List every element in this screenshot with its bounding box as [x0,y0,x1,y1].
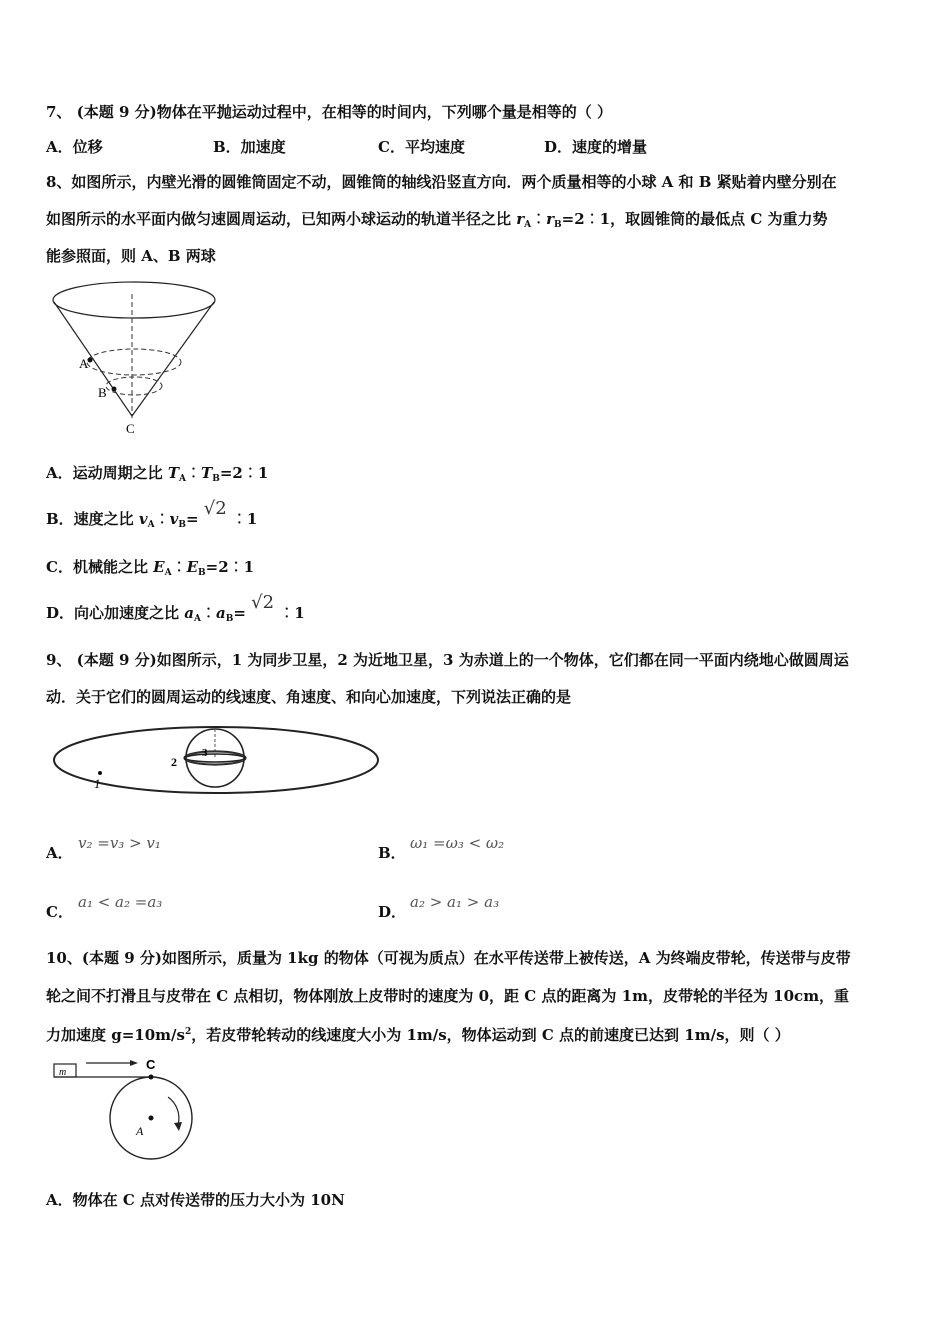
q9-option-a-label: A． [46,844,73,862]
q8-stem-line3: 能参照面，则 A、B 两球 [46,247,216,265]
q8-option-c: C．机械能之比 $E_A︰E_B=2︰1$ [46,558,255,578]
q9-option-c-label: C． [46,903,73,921]
q9-option-c-expression: a₁ < a₂ =a₃ [78,893,163,911]
q8-option-b: B．速度之比 $v_A︰v_B= √2$ ︰1 [46,498,258,530]
cone-figure [50,280,225,438]
q8-stem-line1: 8、如图所示，内壁光滑的圆锥筒固定不动，圆锥筒的轴线沿竖直方向．两个质量相等的小球 A 和 B 紧贴着内壁分别在 [46,173,837,191]
q10-option-a: A．物体在 C 点对传送带的压力大小为 10N [46,1191,345,1209]
cone-label-c: C [126,421,135,436]
sqrt2-expression: √2 [251,592,275,613]
q10-stem-line2: 轮之间不打滑且与皮带在 C 点相切，物体刚放上皮带时的速度为 0，距 C 点的距离为 1m，皮带轮的半径为 10cm，重 [46,987,850,1005]
sqrt2-expression: √2 [203,498,227,519]
orbit-label-1: 1 [94,776,101,791]
q9-stem-line2: 动．关于它们的圆周运动的线速度、角速度、和向心加速度，下列说法正确的是 [46,688,572,706]
q8-option-d: D．向心加速度之比 $a_A︰a_B= √2$ ︰1 [46,592,305,624]
q9-option-b-expression: ω₁ =ω₃ < ω₂ [410,834,505,852]
q10-stem-line1: 10、(本题 9 分)如图所示，质量为 1kg 的物体（可视为质点）在水平传送带上被传送，A 为终端皮带轮，传送带与皮带 [46,949,851,967]
orbit-label-2: 2 [171,755,177,769]
orbit-figure [50,718,386,798]
q9-option-b-label: B． [378,844,406,862]
pulley-label-c: C [146,1057,156,1072]
orbit-label-3: 3 [202,747,208,759]
q7-option-d: D．速度的增量 [544,138,648,156]
cone-label-a: A [79,356,89,371]
pulley-label-a: A [136,1124,144,1138]
q10-stem-line3: 力加速度 $g=10m/s^2$，若皮带轮转动的线速度大小为 1m/s，物体运动到 C 点的前速度已达到 1m/s，则（ ） [46,1026,790,1044]
q7-option-a: A．位移 [46,138,103,156]
q8-stem-line2: 如图所示的水平面内做匀速圆周运动，已知两小球运动的轨道半径之比 $r_A︰r_B=2︰1$，取圆锥筒的最低点 C 为重力势 [46,210,828,230]
q7-option-b: B．加速度 [213,138,286,156]
q7-stem: 7、 (本题 9 分)物体在平抛运动过程中，在相等的时间内，下列哪个量是相等的（ ） [46,103,612,121]
q9-option-a-expression: v₂ =v₃ > v₁ [78,834,161,852]
q9-option-d-expression: a₂ > a₁ > a₃ [410,893,500,911]
q9-stem-line1: 9、 (本题 9 分)如图所示，1 为同步卫星，2 为近地卫星，3 为赤道上的一个物体，它们都在同一平面内绕地心做圆周运 [46,651,849,669]
conveyor-figure [50,1055,210,1173]
block-label-m: m [59,1067,67,1078]
q8-option-a: A．运动周期之比 $T_A︰T_B=2︰1$ [46,464,269,484]
q9-option-d-label: D． [378,903,407,921]
q7-option-c: C．平均速度 [378,138,465,156]
cone-label-b: B [98,385,107,400]
